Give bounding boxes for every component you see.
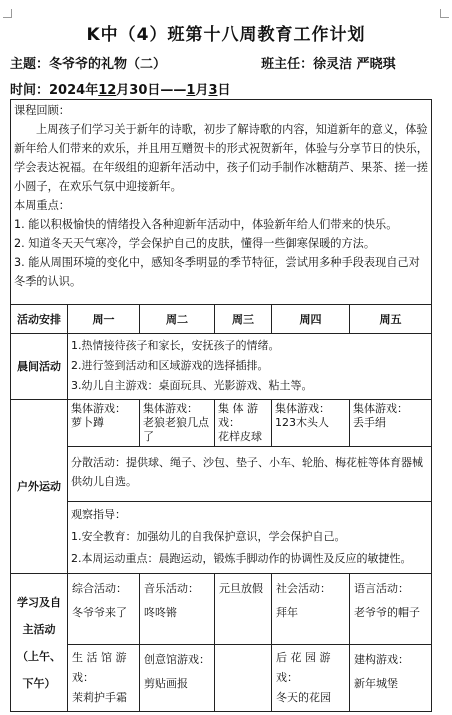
activity-name: 剪贴画报	[144, 677, 188, 690]
morning-row	[11, 334, 432, 400]
game-name: 花样皮球	[218, 430, 262, 443]
goal-item: 3. 能从周围环境的变化中，感知冬季明显的季节特征，尝试用多种手段表现自己对冬季的认识。	[14, 256, 420, 288]
theme-line	[10, 53, 396, 72]
time-year: 2024年	[49, 83, 99, 98]
outdoor-guide-row	[11, 502, 432, 574]
theme-value: 冬爷爷的礼物（二）	[49, 57, 167, 72]
theme-label: 主题：	[10, 57, 50, 72]
header-day: 周二	[140, 305, 215, 334]
outdoor-guide	[68, 502, 432, 574]
game-name: 萝卜蹲	[71, 416, 104, 429]
time-month-start: 12	[98, 83, 117, 98]
teacher-value: 徐灵洁 严晓琪	[313, 57, 396, 72]
activity-name: 咚咚锵	[144, 606, 177, 619]
time-day-end: 3	[208, 83, 218, 98]
game-title: 集体游戏：	[71, 402, 126, 415]
morning-content	[68, 334, 432, 400]
guide-heading: 观察指导：	[71, 508, 126, 521]
learning-fri	[350, 574, 432, 645]
course-review-cell	[11, 100, 432, 305]
game-name: 丢手绢	[353, 416, 386, 429]
header-day: 周三	[215, 305, 272, 334]
learning-mon	[68, 574, 140, 645]
activity-name: 冬天的花园	[276, 691, 331, 704]
header-day: 周四	[272, 305, 350, 334]
learning-wed	[215, 574, 272, 645]
outdoor-label: 户外运动	[11, 400, 68, 574]
outdoor-scatter: 分散活动：提供球、绳子、沙包、垫子、小车、轮胎、梅花桩等体育器械供幼儿自选。	[68, 447, 432, 502]
activity-name: 茉莉护手霜	[72, 691, 127, 704]
learning-tue	[140, 574, 215, 645]
header-activity: 活动安排	[11, 305, 68, 334]
learning-tue-2	[140, 645, 215, 712]
activity-name: 老爷爷的帽子	[354, 606, 420, 619]
activity-title: 音乐活动：	[144, 582, 199, 595]
activity-name: 新年城堡	[354, 677, 398, 690]
teacher-label: 班主任：	[261, 57, 314, 72]
outdoor-games-row	[11, 400, 432, 447]
outdoor-game-thu	[272, 400, 350, 447]
activity-name: 拜年	[276, 606, 298, 619]
time-text-3: 日	[217, 83, 231, 98]
learning-thu-2	[272, 645, 350, 712]
game-title: 集体游戏：	[275, 402, 330, 415]
game-title: 集 体 游 戏：	[218, 402, 258, 429]
goals-heading: 本周重点：	[14, 199, 70, 212]
review-text: 上周孩子们学习关于新年的诗歌，初步了解诗歌的内容，知道新年的意义，体验新年给人们带来的欢乐，并且用互赠贺卡的形式祝贺新年，体验与分享节日的快乐，学会表达祝福。在年级组的迎新年活动中，孩子们动手制作冰糖葫芦、果茶、搓一搓小圆子，在欢乐气氛中迎接新年。	[14, 123, 428, 193]
morning-line: 2.进行签到活动和区域游戏的选择插排。	[71, 359, 269, 372]
game-name: 123木头人	[275, 416, 329, 429]
activity-title: 建构游戏：	[354, 653, 409, 666]
learning-label-line: 下午）	[22, 676, 56, 690]
learning-row-1	[11, 574, 432, 645]
time-line	[10, 79, 231, 98]
game-name: 老狼老狼几点了	[143, 416, 209, 443]
document-title: K中（4）班第十八周教育工作计划	[86, 25, 366, 45]
goal-item: 2. 知道冬天天气寒冷，学会保护自己的皮肤，懂得一些御寒保暖的方法。	[14, 237, 376, 250]
learning-fri-2	[350, 645, 432, 712]
morning-line: 3.幼儿自主游戏：桌面玩具、光影游戏、粘土等。	[71, 379, 313, 392]
header-day: 周五	[350, 305, 432, 334]
learning-mon-2	[68, 645, 140, 712]
time-label: 时间：	[10, 83, 50, 98]
activity-title: 综合活动：	[72, 582, 127, 595]
activity-title: 后 花 园 游 戏：	[276, 651, 331, 684]
schedule-header-row	[11, 305, 432, 334]
time-text-2: 月	[195, 83, 209, 98]
guide-line: 1.安全教育：加强幼儿的自我保护意识，学会保护自己。	[71, 530, 346, 543]
activity-title: 元旦放假	[219, 582, 263, 595]
learning-label-line: （上午、	[17, 649, 61, 663]
header-day: 周一	[68, 305, 140, 334]
page-corner-mark	[3, 9, 12, 18]
activity-title: 语言活动：	[354, 582, 409, 595]
learning-thu	[272, 574, 350, 645]
outdoor-game-wed	[215, 400, 272, 447]
learning-row-2	[11, 645, 432, 712]
outdoor-game-fri	[350, 400, 432, 447]
outdoor-game-mon	[68, 400, 140, 447]
activity-title: 生 活 馆 游 戏：	[72, 651, 127, 684]
learning-label-line: 学习及自	[17, 595, 61, 609]
activity-name: 冬爷爷来了	[72, 606, 127, 619]
outdoor-game-tue	[140, 400, 215, 447]
plan-table	[10, 99, 432, 712]
activity-title: 社会活动：	[276, 582, 331, 595]
page-corner-mark	[440, 9, 449, 18]
goal-item: 1. 能以积极愉快的情绪投入各种迎新年活动中，体验新年给人们带来的快乐。	[14, 218, 398, 231]
guide-line: 2.本周运动重点：晨跑运动，锻炼手脚动作的协调性及反应的敏捷性。	[71, 552, 412, 565]
activity-title: 创意馆游戏：	[144, 653, 210, 666]
learning-label	[11, 574, 68, 712]
morning-line: 1.热情接待孩子和家长，安抚孩子的情绪。	[71, 339, 280, 352]
time-month-end: 1	[186, 83, 196, 98]
game-title: 集体游戏：	[353, 402, 408, 415]
time-text-1: 月30日——	[116, 83, 187, 98]
review-heading: 课程回顾：	[14, 104, 70, 117]
learning-wed-2	[215, 645, 272, 712]
game-title: 集体游戏：	[143, 402, 198, 415]
learning-label-line: 主活动	[22, 622, 56, 636]
outdoor-scatter-row	[11, 447, 432, 502]
morning-label: 晨间活动	[11, 334, 68, 400]
